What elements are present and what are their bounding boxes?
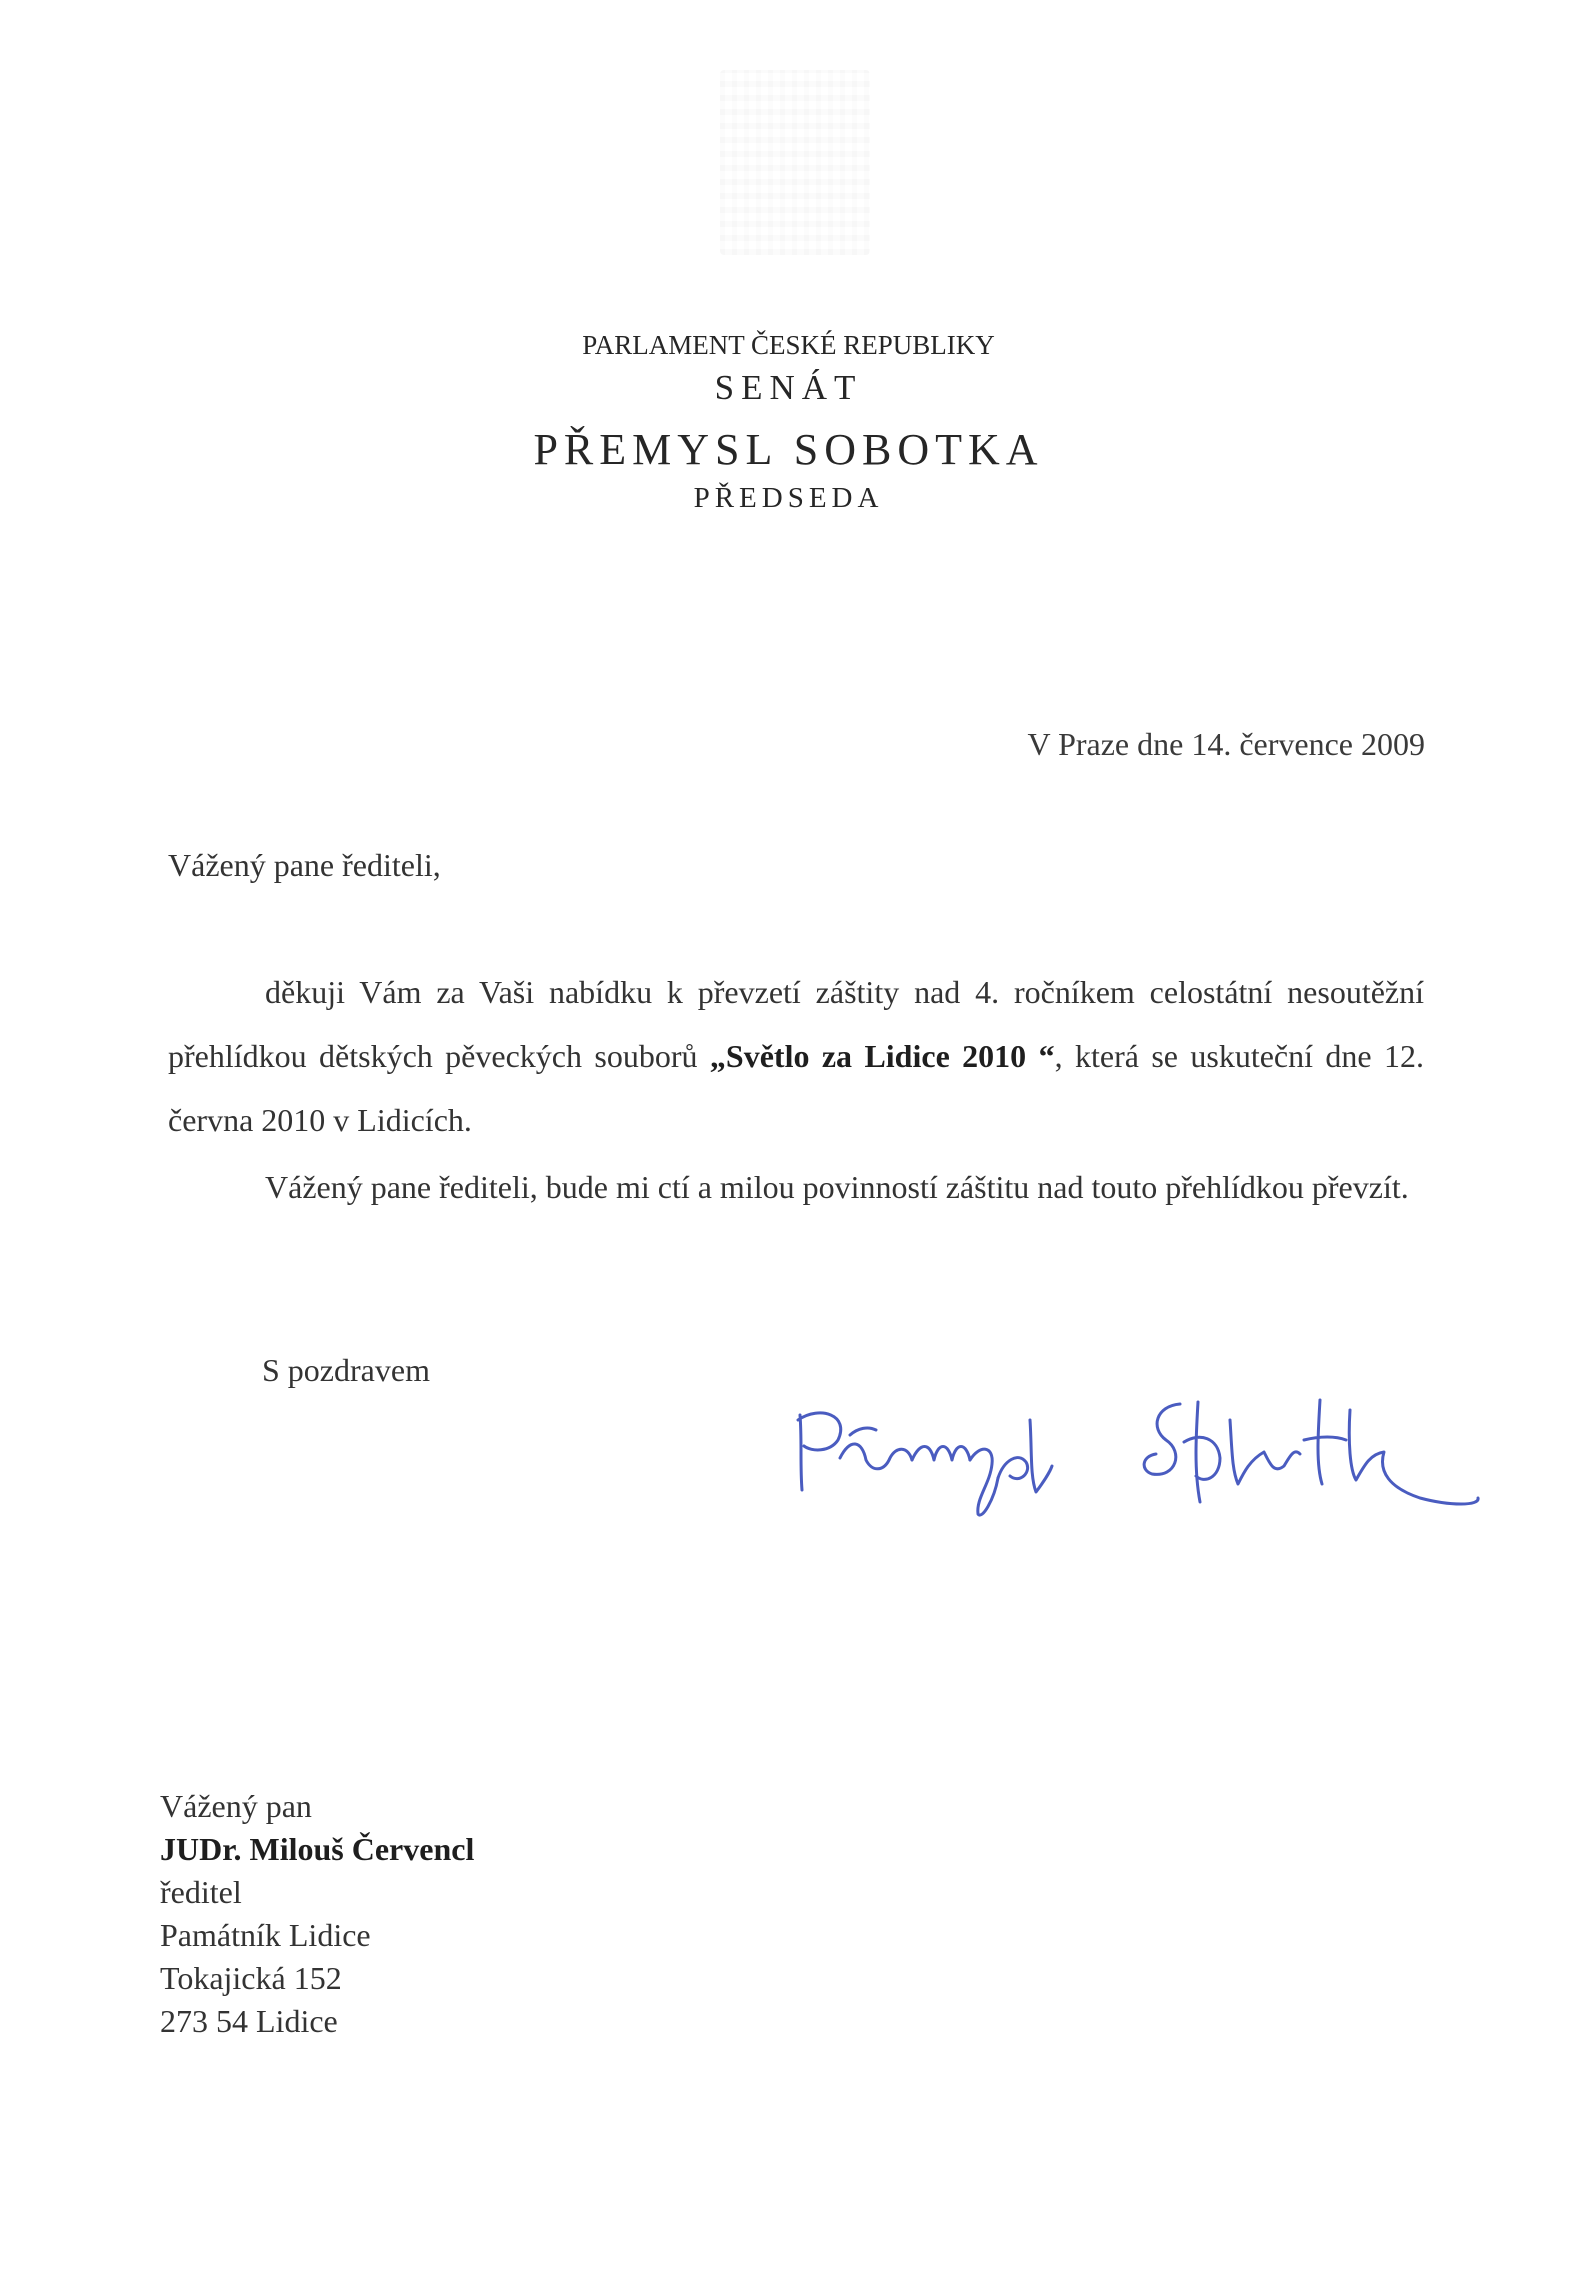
date-line: V Praze dne 14. července 2009 (1027, 726, 1425, 762)
letterhead-sender-name: PŘEMYSL SOBOTKA (533, 425, 1044, 474)
letterhead-institution: PARLAMENT ČESKÉ REPUBLIKY (582, 330, 995, 360)
letter-body (168, 960, 1424, 1219)
recipient-organization: Památník Lidice (160, 1917, 371, 1953)
letterhead-sender-title: PŘEDSEDA (693, 482, 884, 514)
closing: S pozdravem (262, 1352, 430, 1388)
recipient-name: JUDr. Milouš Červencl (160, 1831, 475, 1867)
paragraph-2: Vážený pane řediteli, bude mi ctí a milou povinností záštitu nad touto přehlídkou převzít. (265, 1169, 1409, 1205)
salutation: Vážený pane řediteli, (168, 847, 441, 883)
paragraph-1-text-after: , která se uskuteční dne 12. června 2010 v Lidicích. (168, 1038, 1425, 1138)
recipient-street: Tokajická 152 (160, 1960, 342, 1996)
paragraph-1 (168, 960, 1424, 1152)
paragraph-1-text-before: děkuji Vám za Vaši nabídku k převzetí záštity nad 4. ročníkem celostátní nesoutěžní přehlídkou dětských pěveckých souborů (168, 974, 1424, 1074)
letterhead-chamber: SENÁT (714, 368, 863, 407)
handwritten-signature (780, 1380, 1480, 1540)
event-name: „Světlo za Lidice 2010 “ (709, 1038, 1055, 1074)
recipient-salutation: Vážený pan (160, 1788, 312, 1824)
recipient-position: ředitel (160, 1874, 242, 1910)
recipient-address (160, 1785, 474, 2043)
recipient-city: 273 54 Lidice (160, 2003, 338, 2039)
embossed-state-emblem (720, 70, 870, 255)
